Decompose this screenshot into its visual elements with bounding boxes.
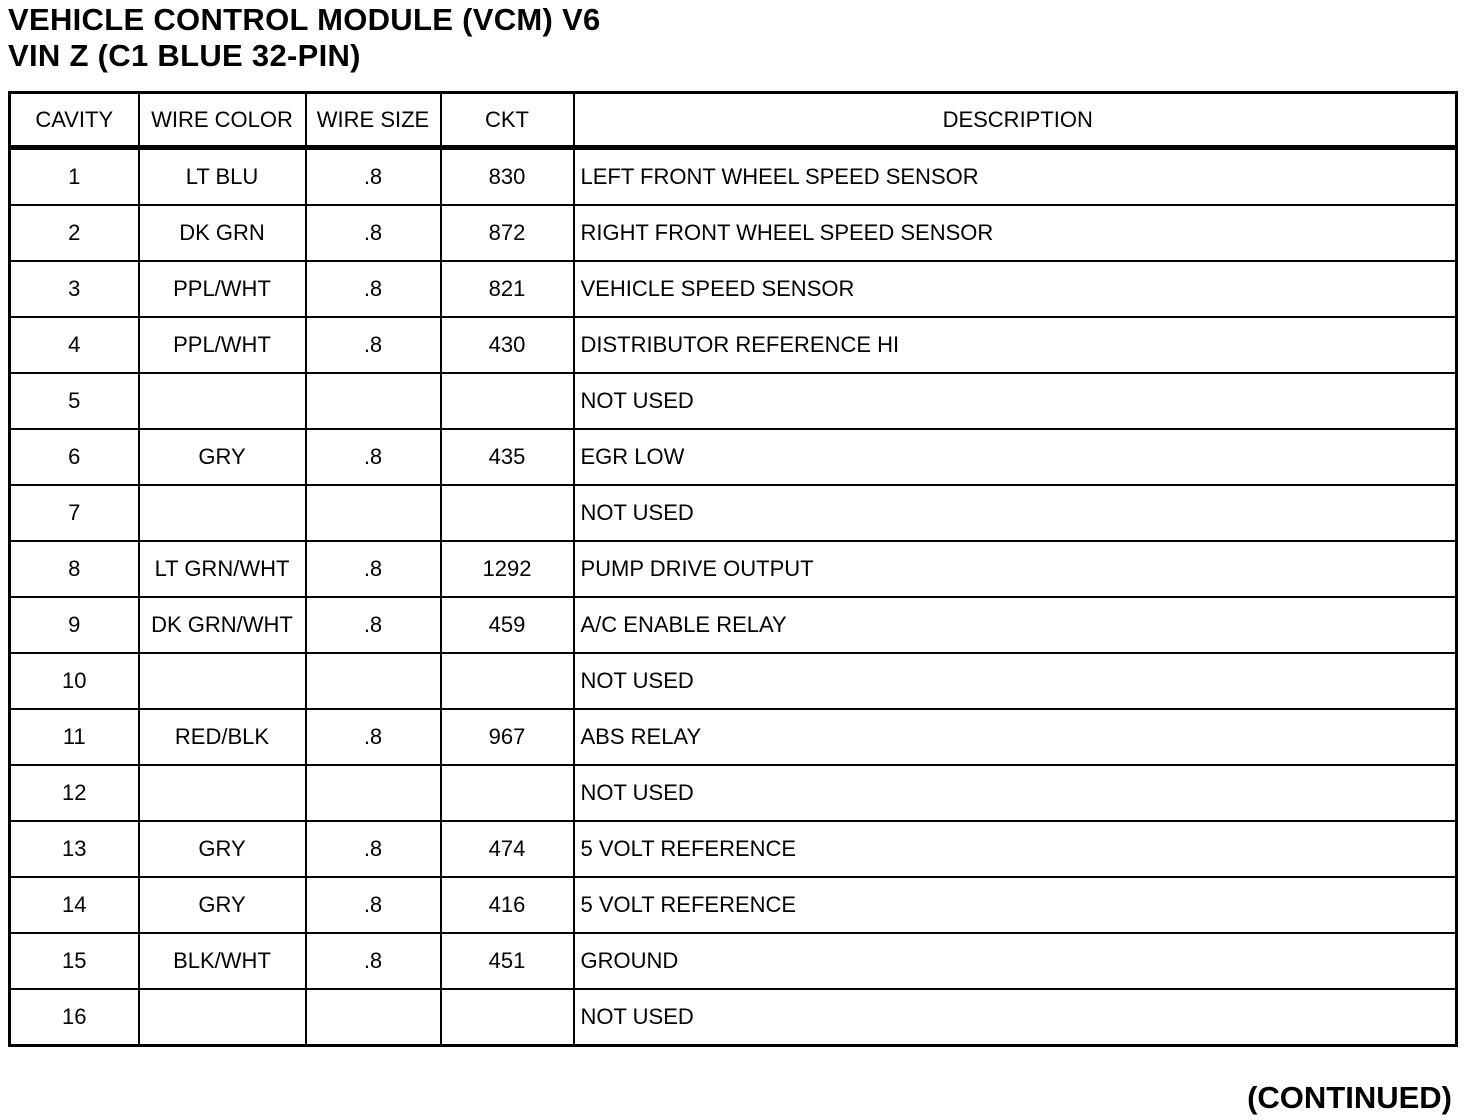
table-row	[10, 261, 1457, 317]
document-title	[8, 2, 601, 74]
cell-description: GROUND	[574, 933, 1457, 989]
cell-wire-size: .8	[306, 933, 441, 989]
cell-wire-color: PPL/WHT	[139, 317, 306, 373]
cell-cavity: 12	[10, 765, 139, 821]
header-row	[10, 93, 1457, 148]
cell-ckt: 967	[441, 709, 574, 765]
cell-wire-size	[306, 765, 441, 821]
header-wire-color: WIRE COLOR	[139, 93, 306, 148]
cell-cavity: 16	[10, 989, 139, 1046]
cell-wire-size: .8	[306, 429, 441, 485]
cell-wire-color	[139, 765, 306, 821]
table-row	[10, 709, 1457, 765]
cell-wire-size: .8	[306, 597, 441, 653]
cell-ckt	[441, 373, 574, 429]
cell-wire-size: .8	[306, 877, 441, 933]
cell-description: PUMP DRIVE OUTPUT	[574, 541, 1457, 597]
cell-cavity: 10	[10, 653, 139, 709]
cell-wire-size	[306, 373, 441, 429]
cell-wire-size: .8	[306, 205, 441, 261]
cell-wire-color: GRY	[139, 821, 306, 877]
cell-cavity: 7	[10, 485, 139, 541]
cell-description: NOT USED	[574, 373, 1457, 429]
cell-description: NOT USED	[574, 485, 1457, 541]
cell-ckt: 435	[441, 429, 574, 485]
table-header	[10, 93, 1457, 148]
table-row	[10, 373, 1457, 429]
cell-wire-color: DK GRN	[139, 205, 306, 261]
cell-wire-size: .8	[306, 317, 441, 373]
cell-ckt: 474	[441, 821, 574, 877]
cell-cavity: 2	[10, 205, 139, 261]
table-row	[10, 989, 1457, 1046]
cell-wire-color: GRY	[139, 429, 306, 485]
cell-cavity: 11	[10, 709, 139, 765]
table-row	[10, 148, 1457, 206]
cell-ckt: 451	[441, 933, 574, 989]
cell-cavity: 9	[10, 597, 139, 653]
connector-pinout-table	[8, 91, 1458, 1047]
table-row	[10, 877, 1457, 933]
cell-description: NOT USED	[574, 989, 1457, 1046]
header-cavity: CAVITY	[10, 93, 139, 148]
cell-description: NOT USED	[574, 653, 1457, 709]
cell-wire-color: GRY	[139, 877, 306, 933]
cell-wire-color: LT GRN/WHT	[139, 541, 306, 597]
header-wire-size: WIRE SIZE	[306, 93, 441, 148]
table-row	[10, 821, 1457, 877]
cell-ckt	[441, 653, 574, 709]
cell-ckt	[441, 485, 574, 541]
table-row	[10, 317, 1457, 373]
cell-wire-color	[139, 653, 306, 709]
table-row	[10, 653, 1457, 709]
cell-description: RIGHT FRONT WHEEL SPEED SENSOR	[574, 205, 1457, 261]
table-row	[10, 933, 1457, 989]
continued-note: (CONTINUED)	[1247, 1080, 1452, 1115]
cell-wire-size	[306, 989, 441, 1046]
cell-ckt: 872	[441, 205, 574, 261]
header-ckt: CKT	[441, 93, 574, 148]
cell-wire-color: LT BLU	[139, 148, 306, 206]
table-row	[10, 485, 1457, 541]
cell-description: ABS RELAY	[574, 709, 1457, 765]
cell-wire-color	[139, 373, 306, 429]
cell-wire-size: .8	[306, 148, 441, 206]
cell-description: A/C ENABLE RELAY	[574, 597, 1457, 653]
cell-wire-size: .8	[306, 709, 441, 765]
cell-cavity: 5	[10, 373, 139, 429]
table-row	[10, 429, 1457, 485]
title-line-1: VEHICLE CONTROL MODULE (VCM) V6	[8, 2, 601, 37]
cell-wire-size	[306, 485, 441, 541]
cell-cavity: 6	[10, 429, 139, 485]
cell-wire-color: DK GRN/WHT	[139, 597, 306, 653]
cell-cavity: 3	[10, 261, 139, 317]
cell-cavity: 14	[10, 877, 139, 933]
cell-ckt: 459	[441, 597, 574, 653]
cell-wire-size: .8	[306, 541, 441, 597]
cell-cavity: 15	[10, 933, 139, 989]
cell-wire-color: RED/BLK	[139, 709, 306, 765]
cell-ckt: 1292	[441, 541, 574, 597]
cell-wire-color	[139, 989, 306, 1046]
table-row	[10, 205, 1457, 261]
table-body	[10, 148, 1457, 1046]
cell-cavity: 4	[10, 317, 139, 373]
cell-ckt	[441, 989, 574, 1046]
cell-description: LEFT FRONT WHEEL SPEED SENSOR	[574, 148, 1457, 206]
header-description: DESCRIPTION	[574, 93, 1457, 148]
cell-cavity: 1	[10, 148, 139, 206]
cell-cavity: 13	[10, 821, 139, 877]
cell-description: NOT USED	[574, 765, 1457, 821]
cell-wire-color	[139, 485, 306, 541]
cell-description: 5 VOLT REFERENCE	[574, 821, 1457, 877]
table-row	[10, 597, 1457, 653]
cell-wire-size: .8	[306, 261, 441, 317]
cell-description: VEHICLE SPEED SENSOR	[574, 261, 1457, 317]
cell-description: EGR LOW	[574, 429, 1457, 485]
cell-ckt: 821	[441, 261, 574, 317]
title-line-2: VIN Z (C1 BLUE 32-PIN)	[8, 38, 361, 73]
cell-wire-color: PPL/WHT	[139, 261, 306, 317]
table-row	[10, 541, 1457, 597]
cell-ckt: 430	[441, 317, 574, 373]
table-row	[10, 765, 1457, 821]
cell-ckt: 416	[441, 877, 574, 933]
cell-cavity: 8	[10, 541, 139, 597]
cell-ckt	[441, 765, 574, 821]
cell-wire-size: .8	[306, 821, 441, 877]
cell-description: DISTRIBUTOR REFERENCE HI	[574, 317, 1457, 373]
cell-ckt: 830	[441, 148, 574, 206]
cell-wire-color: BLK/WHT	[139, 933, 306, 989]
cell-wire-size	[306, 653, 441, 709]
cell-description: 5 VOLT REFERENCE	[574, 877, 1457, 933]
